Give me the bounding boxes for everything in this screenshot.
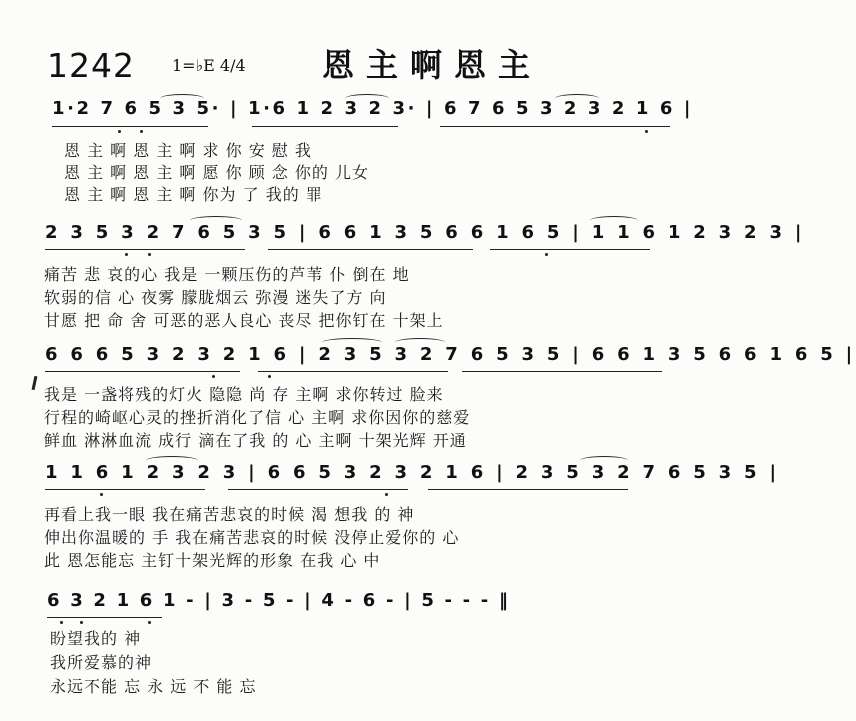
beam-line (252, 126, 398, 127)
lyric-line-2-verse-3: 甘愿 把 命 舍 可恶的恶人良心 丧尽 把你钉在 十架上 (44, 311, 444, 330)
key-signature: 1=♭E 4/4 (172, 56, 246, 75)
octave-dot (100, 493, 103, 496)
lyric-line-5-verse-2: 我所爱慕的神 (50, 653, 153, 672)
octave-dot (545, 253, 548, 256)
song-title: 恩主啊恩主 (322, 46, 543, 84)
slur-mark (322, 338, 382, 347)
slur-mark (395, 338, 445, 347)
beam-line (228, 489, 408, 490)
lyric-line-5-verse-3: 永远不能 忘 永 远 不 能 忘 (50, 677, 257, 696)
lyric-line-3-verse-2: 行程的崎岖心灵的挫折消化了信 心 主啊 求你因你的慈爱 (44, 408, 471, 427)
octave-dot (212, 375, 215, 378)
lyric-line-1-verse-3: 恩 主 啊 恩 主 啊 你为 了 我的 罪 (64, 185, 323, 204)
octave-dot (645, 130, 648, 133)
beam-line (462, 371, 662, 372)
lyric-line-3-verse-3: 鲜血 淋淋血流 成行 滴在了我 的 心 主啊 十架光辉 开通 (44, 431, 467, 450)
slur-mark (590, 216, 638, 225)
beam-line (490, 249, 650, 250)
beam-line (440, 126, 670, 127)
notation-line-3: 6 6 6 5 3 2 3 2 1 6 | 2 3 5 3 2 7 6 5 3 5 | 6 6 1 3 5 6 6 1 6 5 | (45, 344, 856, 365)
octave-dot (80, 621, 83, 624)
beam-line (45, 371, 240, 372)
beam-line (268, 249, 473, 250)
slur-mark (345, 94, 389, 103)
beam-line (258, 371, 448, 372)
octave-dot (148, 621, 151, 624)
octave-dot (385, 493, 388, 496)
lyric-line-1-verse-2: 恩 主 啊 恩 主 啊 愿 你 顾 念 你的 儿女 (64, 163, 369, 182)
notation-line-4: 1 1 6 1 2 3 2 3 | 6 6 5 3 2 3 2 1 6 | 2 3 5 3 2 7 6 5 3 5 | (45, 462, 780, 483)
lyric-line-4-verse-2: 伸出你温暖的 手 我在痛苦悲哀的时候 没停止爱你的 心 (44, 528, 460, 547)
octave-dot (118, 130, 121, 133)
lyric-line-4-verse-1: 再看上我一眼 我在痛苦悲哀的时候 渴 想我 的 神 (44, 505, 415, 524)
slur-mark (160, 94, 204, 103)
slur-mark (555, 94, 599, 103)
octave-dot (140, 130, 143, 133)
notation-line-1: 1·2 7 6 5 3 5· | 1·6 1 2 3 2 3· | 6 7 6 5 3 2 3 2 1 6 | (52, 98, 694, 119)
lyric-line-2-verse-1: 痛苦 悲 哀的心 我是 一颗压伤的芦苇 仆 倒在 地 (44, 265, 410, 284)
lyric-line-3-verse-1: 我是 一盏将残的灯火 隐隐 尚 存 主啊 求你转过 脸来 (44, 385, 444, 404)
slur-mark (190, 216, 242, 225)
octave-dot (125, 253, 128, 256)
octave-dot (268, 375, 271, 378)
notation-line-5: 6 3 2 1 6 1 - | 3 - 5 - | 4 - 6 - | 5 - - - ‖ (47, 590, 511, 611)
beam-line (52, 126, 208, 127)
slur-mark (580, 456, 628, 465)
lyric-line-1-verse-1: 恩 主 啊 恩 主 啊 求 你 安 慰 我 (64, 141, 312, 160)
beam-line (428, 489, 628, 490)
notation-line-2: 2 3 5 3 2 7 6 5 3 5 | 6 6 1 3 5 6 6 1 6 5 | 1 1 6 1 2 3 2 3 | (45, 222, 805, 243)
stray-mark (32, 376, 38, 390)
lyric-line-4-verse-3: 此 恩怎能忘 主钉十架光辉的形象 在我 心 中 (44, 551, 381, 570)
octave-dot (148, 253, 151, 256)
beam-line (45, 249, 245, 250)
lyric-line-5-verse-1: 盼望我的 神 (50, 629, 142, 648)
beam-line (45, 489, 205, 490)
beam-line (47, 617, 162, 618)
slur-mark (146, 456, 198, 465)
octave-dot (60, 621, 63, 624)
song-number: 1242 (47, 46, 135, 85)
lyric-line-2-verse-2: 软弱的信 心 夜雾 朦胧烟云 弥漫 迷失了方 向 (44, 288, 387, 307)
